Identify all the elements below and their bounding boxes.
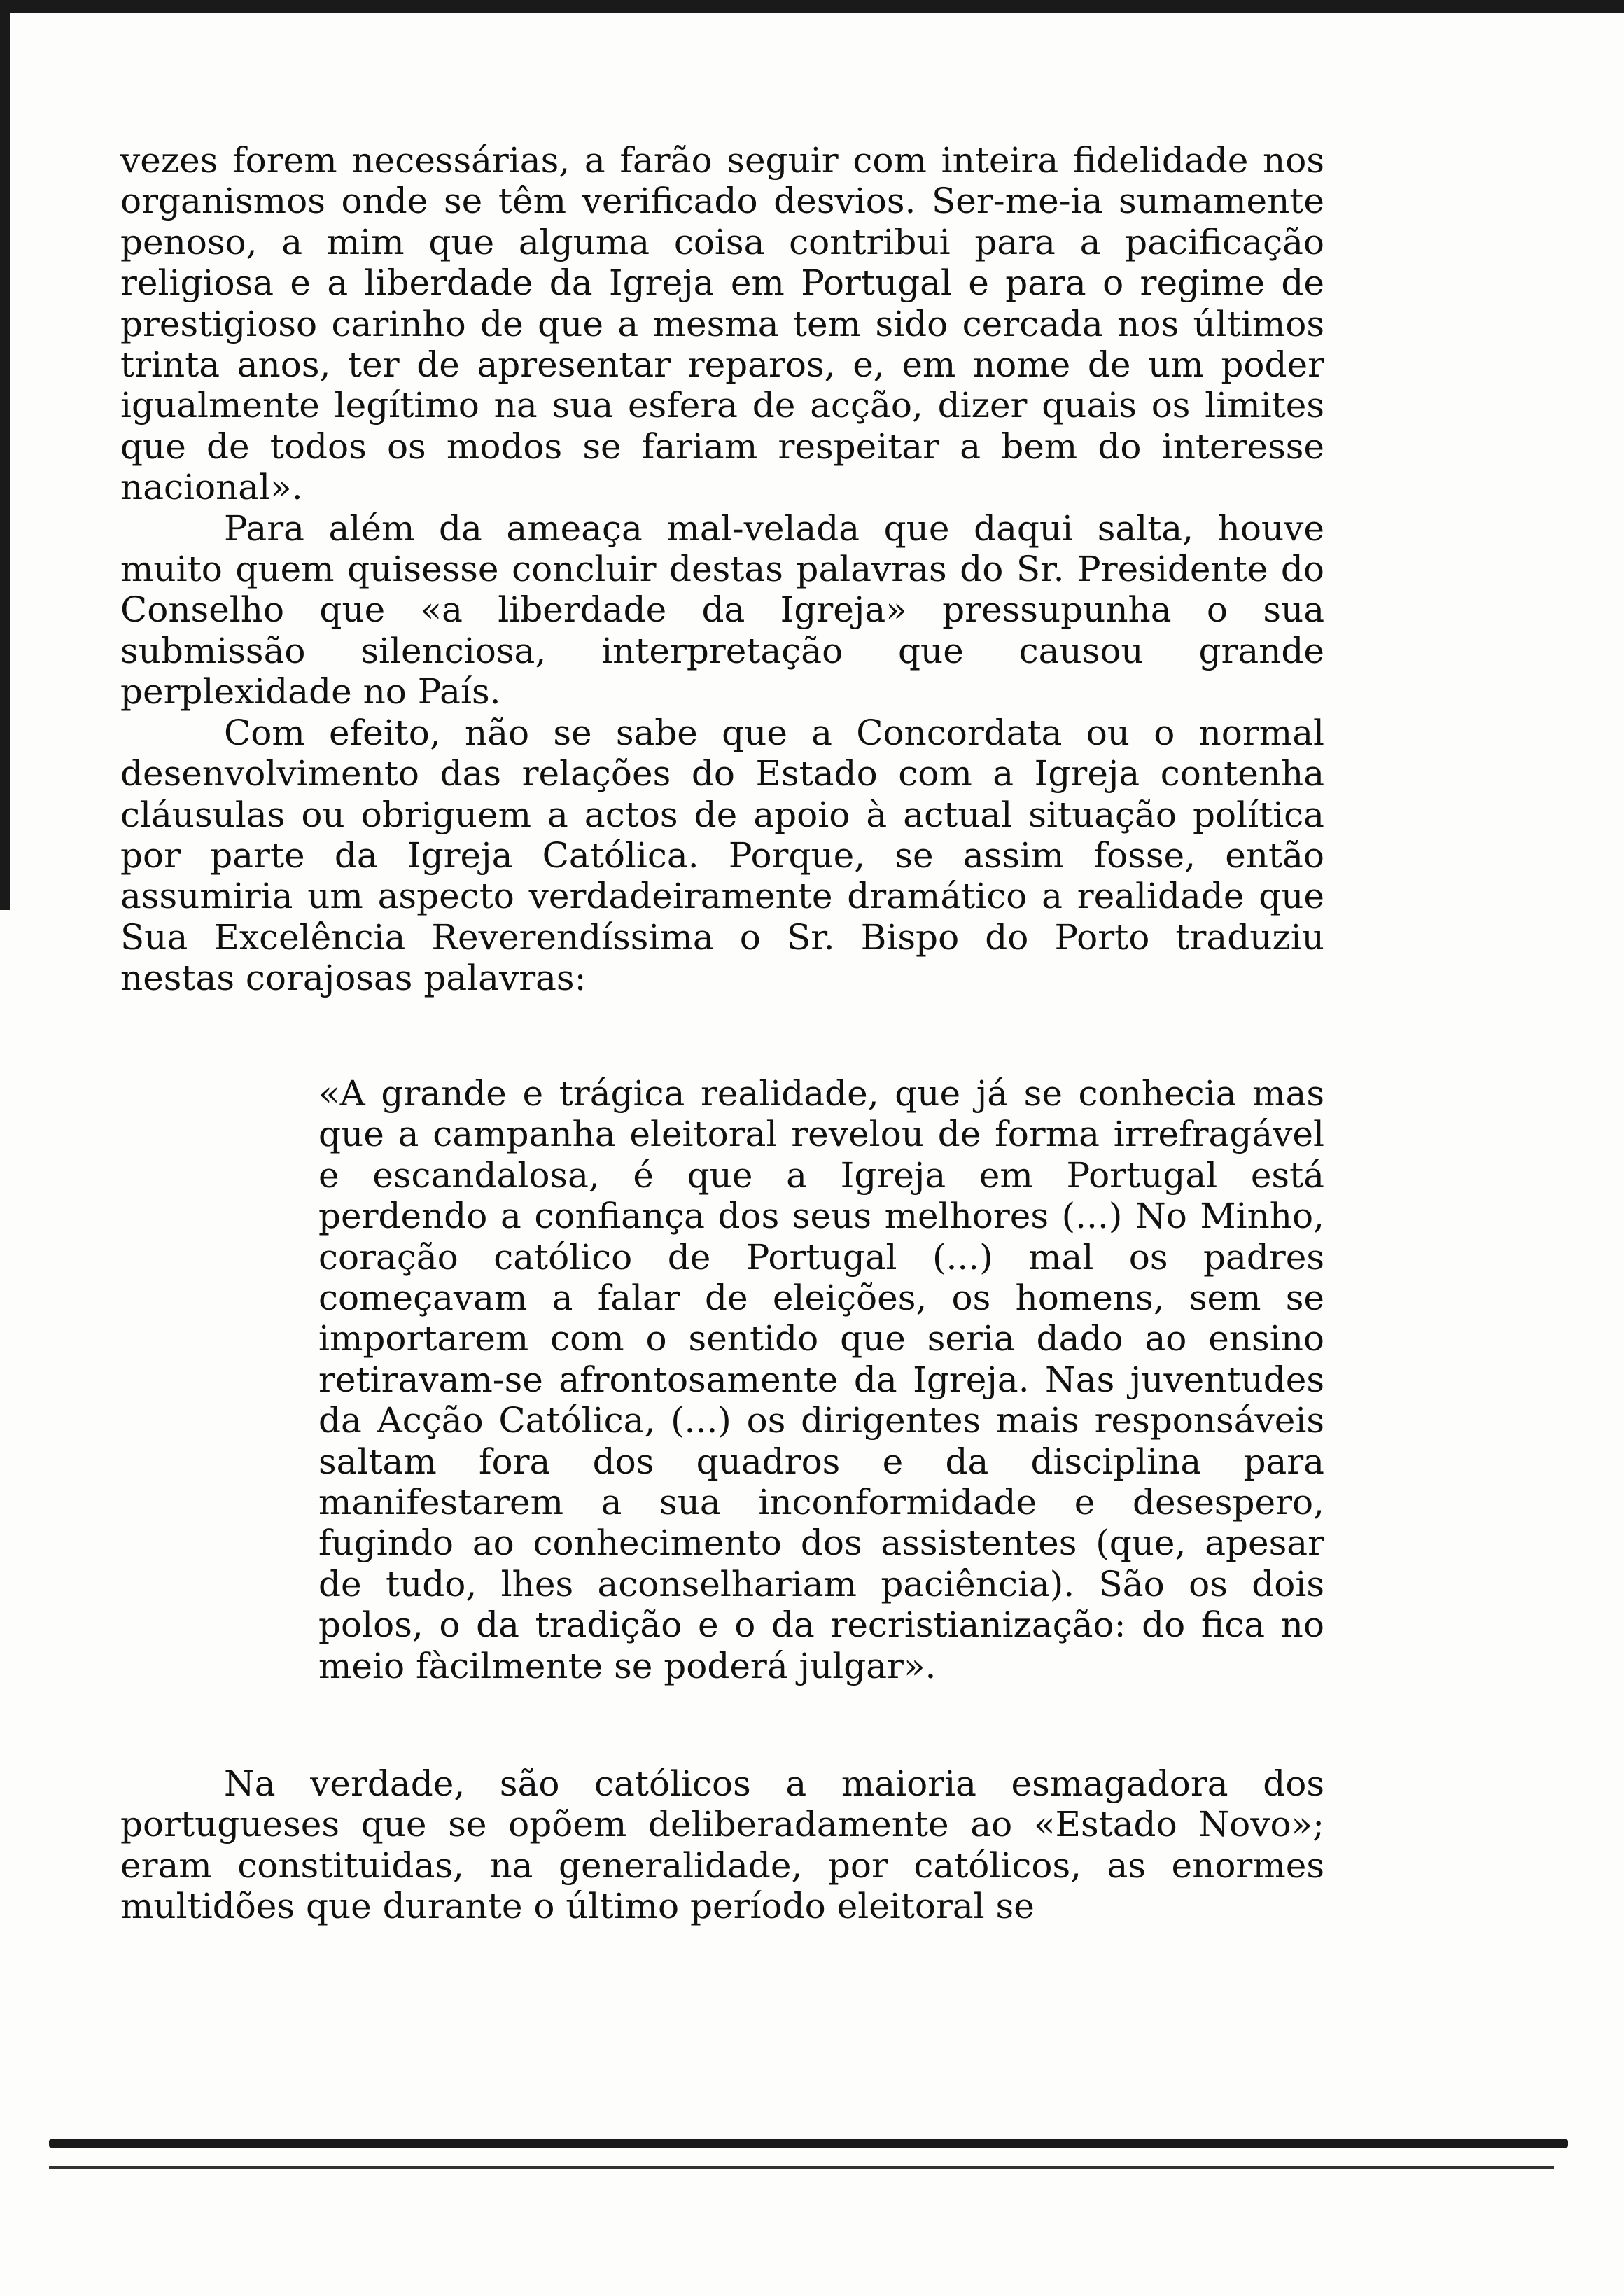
paragraph-4: Na verdade, são católicos a maioria esmagadora dos portugueses que se opõem deliberadamente ao «Estado Novo»; eram constituidas, na generalidade, por católicos, as enormes multidões que durante o último período eleitoral se xyxy=(120,1763,1324,1927)
bottom-thin-rule xyxy=(49,2166,1554,2169)
top-border-rule xyxy=(0,0,1624,13)
left-border-rule xyxy=(0,0,10,910)
body-text-lower xyxy=(120,1763,1324,1927)
quote-text: «A grande e trágica realidade, que já se conhecia mas que a campanha eleitoral revelou de forma irrefragável e escandalosa, é que a Igreja em Portugal está perdendo a confiança dos seus melhores (...) No Minho, coração católico de Portugal (...) mal os padres começavam a falar de eleições, os homens, sem se importarem com o sentido que seria dado ao ensino retiravam-se afrontosamente da Igreja. Nas juventudes da Acção Católica, (...) os dirigentes mais responsáveis saltam fora dos quadros e da disciplina para manifestarem a sua inconformidade e desespero, fugindo ao conhecimento dos assistentes (que, apesar de tudo, lhes aconselhariam paciência). São os dois polos, o da tradição e o da recristianização: do fica no meio fàcilmente se poderá julgar». xyxy=(318,1073,1324,1686)
body-text-upper xyxy=(120,140,1324,999)
block-quote xyxy=(318,1073,1324,1686)
paragraph-3: Com efeito, não se sabe que a Concordata ou o normal desenvolvimento das relações do Estado com a Igreja contenha cláusulas ou obriguem a actos de apoio à actual situação política por parte da Igreja Católica. Porque, se assim fosse, então assumiria um aspecto verdadeiramente dramático a realidade que Sua Excelência Reverendíssima o Sr. Bispo do Porto traduziu nestas corajosas palavras: xyxy=(120,712,1324,999)
bottom-border-rule xyxy=(49,2139,1568,2148)
paragraph-1: vezes forem necessárias, a farão seguir com inteira fidelidade nos organismos onde se têm verificado desvios. Ser-me-ia sumamente penoso, a mim que alguma coisa contribui para a pacificação religiosa e a liberdade da Igreja em Portugal e para o regime de prestigioso carinho de que a mesma tem sido cercada nos últimos trinta anos, ter de apresentar reparos, e, em nome de um poder igualmente legítimo na sua esfera de acção, dizer quais os limites que de todos os modos se fariam respeitar a bem do interesse nacional». xyxy=(120,140,1324,508)
paragraph-2: Para além da ameaça mal-velada que daqui salta, houve muito quem quisesse concluir destas palavras do Sr. Presidente do Conselho que «a liberdade da Igreja» pressupunha o sua submissão silenciosa, interpretação que causou grande perplexidade no País. xyxy=(120,507,1324,713)
